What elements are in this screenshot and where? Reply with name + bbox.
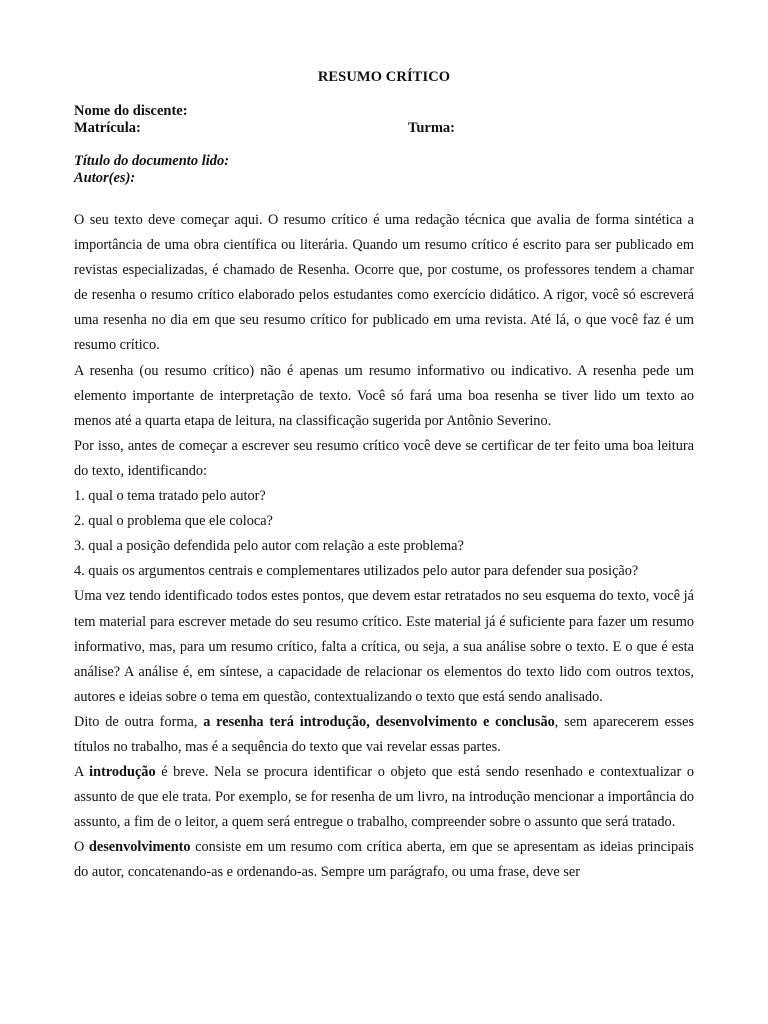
list-item: 4. quais os argumentos centrais e complementares utilizados pelo autor para defender sua posição? (74, 563, 639, 580)
paragraph-5-text-c: , sem aparecerem esses títulos no trabalho, mas é a sequência do texto que vai revelar essas partes. (74, 713, 695, 755)
paragraph-5-bold: a resenha terá introdução, desenvolvimento e conclusão (203, 713, 555, 730)
body-text (74, 208, 694, 886)
authors-label: Autor(es): (74, 170, 136, 186)
document-info-block (74, 153, 694, 187)
paragraph-6-text-a: A (74, 764, 90, 781)
student-info-block (74, 103, 694, 137)
list-item: 1. qual o tema tratado pelo autor? (74, 488, 266, 505)
class-label: Turma: (408, 120, 455, 136)
paragraph-2: A resenha (ou resumo crítico) não é apenas um resumo informativo ou indicativo. A resenha pede um elemento importante de interpretação de texto. Você só fará uma boa resenha se tiver lido um texto ao menos até a quarta etapa de leitura, na classificação sugerida por Antônio Severino. (74, 362, 694, 429)
document-title: RESUMO CRÍTICO (317, 69, 451, 85)
paragraph-6-bold: introdução (89, 764, 156, 781)
paragraph-3: Por isso, antes de começar a escrever seu resumo crítico você deve se certificar de ter feito uma boa leitura do texto, identificando: (74, 437, 694, 479)
student-name-row (74, 103, 694, 120)
paragraph-6-text-c: é breve. Nela se procura identificar o objeto que está sendo resenhado e contextualizar o assunto de que ele trata. Por exemplo, se for resenha de um livro, na introdução mencionar a importância do assunto, a fim de o leitor, a quem será entregue o trabalho, compreender sobre o assunto que será tratado. (74, 764, 694, 831)
paragraph-6 (74, 760, 694, 835)
paragraph-7-bold: desenvolvimento (88, 839, 191, 856)
document-title-label: Título do documento lido: (74, 153, 230, 169)
paragraph-4: Uma vez tendo identificado todos estes pontos, que devem estar retratados no seu esquema do texto, você já tem material para escrever metade do seu resumo crítico. Este material já é suficiente para fazer um resumo informativo, mas, para um resumo crítico, falta a crítica, ou seja, a sua análise sobre o texto. E o que é esta análise? A análise é, em síntese, a capacidade de relacionar os elementos do texto lido com outros textos, autores e ideias sobre o tema em questão, contextualizando o texto que está sendo analisado. (74, 588, 694, 705)
registration-row (74, 120, 694, 137)
paragraph-7 (74, 835, 694, 885)
paragraph-1: O seu texto deve começar aqui. O resumo crítico é uma redação técnica que avalia de forma sintética a importância de uma obra científica ou literária. Quando um resumo crítico é escrito para ser publicado em revistas especializadas, é chamado de Resenha. Ocorre que, por costume, os professores tendem a chamar de resenha o resumo crítico elaborado pelos estudantes como exercício didático. A rigor, você só escreverá uma resenha no dia em que seu resumo crítico for publicado em uma revista. Até lá, o que você faz é um resumo crítico. (74, 212, 694, 354)
student-name-label: Nome do discente: (74, 103, 188, 119)
paragraph-5-text-a: Dito de outra forma, (74, 713, 204, 730)
paragraph-7-text-c: consiste em um resumo com crítica aberta, em que se apresentam as ideias principais do autor, concatenando-as e ordenando-as. Sempre um parágrafo, ou uma frase, deve ser (74, 839, 694, 881)
registration-label: Matrícula: (74, 120, 141, 136)
paragraph-7-text-a: O (74, 839, 89, 856)
list-item: 2. qual o problema que ele coloca? (74, 513, 273, 530)
list-item: 3. qual a posição defendida pelo autor com relação a este problema? (74, 538, 464, 555)
paragraph-5 (74, 710, 694, 760)
